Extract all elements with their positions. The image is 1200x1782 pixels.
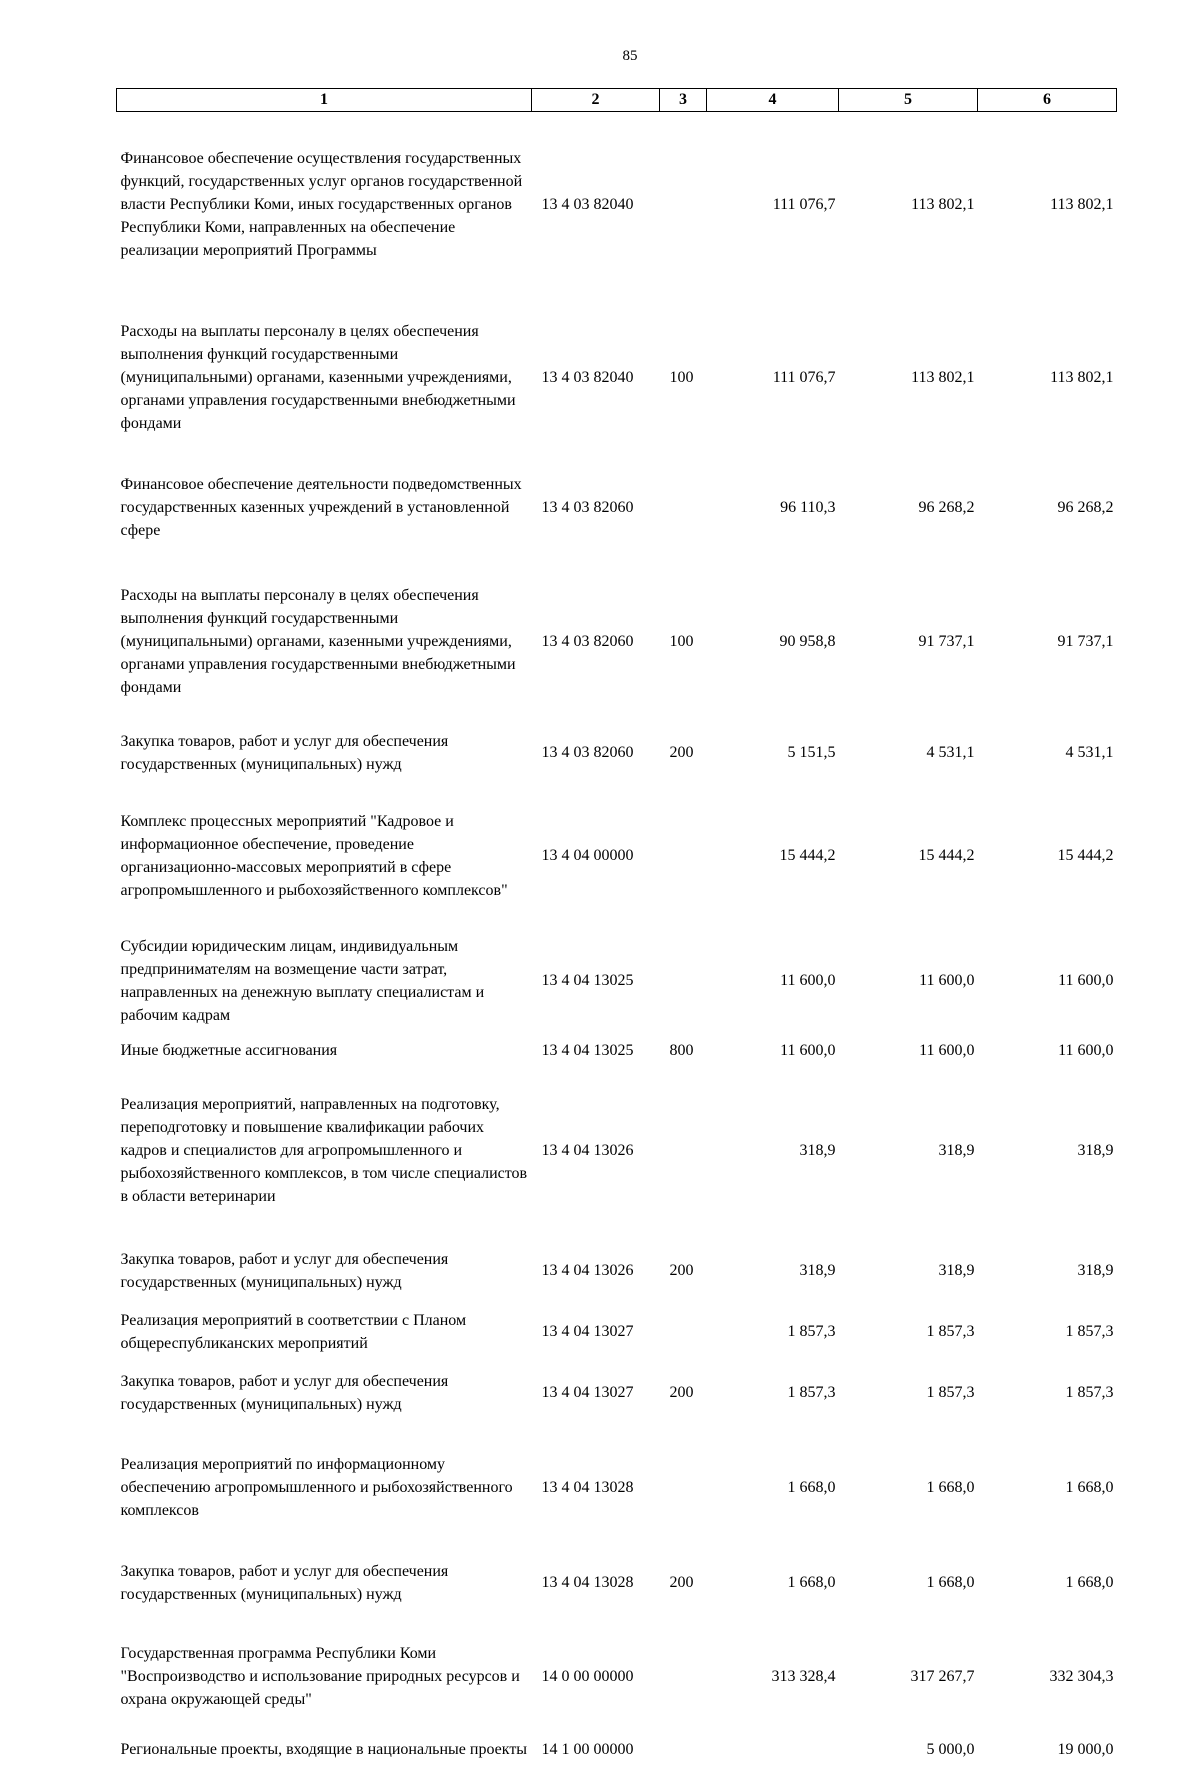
row-type <box>660 1618 707 1718</box>
table-row <box>117 1238 1117 1304</box>
row-name: Финансовое обеспечение осуществления государственных функций, государственных услуг органов государственной власти Республики Коми, иных государственных органов Республики Коми, направленных на обеспечение реализации мероприятий Программы <box>120 150 523 260</box>
row-code: 13 4 04 13027 <box>541 1323 634 1340</box>
row-value-2: 96 268,2 <box>918 499 975 516</box>
page-number: 85 <box>622 48 638 64</box>
row-value-3: 1 857,3 <box>1065 1323 1114 1340</box>
row-value-2: 1 857,3 <box>926 1323 975 1340</box>
table-row <box>117 1618 1117 1718</box>
row-name: Расходы на выплаты персоналу в целях обеспечения выполнения функций государственными (муниципальными) органами, казенными учреждениями, органами управления государственными внебюджетными фондами <box>120 323 516 432</box>
row-value-1: 1 857,3 <box>787 1384 836 1401</box>
row-value-2: 318,9 <box>938 1262 975 1279</box>
row-type: 200 <box>669 1574 694 1591</box>
row-value-3: 318,9 <box>1077 1262 1114 1279</box>
table-row <box>117 920 1117 1038</box>
row-value-1: 111 076,7 <box>772 369 836 386</box>
row-value-1: 11 600,0 <box>780 972 836 989</box>
row-value-2: 318,9 <box>938 1142 975 1159</box>
row-code: 13 4 03 82040 <box>541 369 634 386</box>
row-type: 800 <box>669 1042 694 1059</box>
row-value-2: 11 600,0 <box>919 1042 975 1059</box>
row-value-3: 15 444,2 <box>1057 847 1114 864</box>
row-value-2: 5 000,0 <box>926 1741 975 1758</box>
row-value-2: 1 668,0 <box>926 1479 975 1496</box>
row-code: 13 4 04 13025 <box>541 1042 634 1059</box>
row-value-1: 5 151,5 <box>787 744 836 761</box>
row-code: 14 1 00 00000 <box>541 1741 634 1758</box>
row-value-2: 317 267,7 <box>910 1668 975 1685</box>
row-name: Закупка товаров, работ и услуг для обеспечения государственных (муниципальных) нужд <box>120 1562 449 1603</box>
row-value-1: 96 110,3 <box>780 499 836 516</box>
column-header: 4 <box>707 89 839 112</box>
row-value-1: 1 668,0 <box>787 1574 836 1591</box>
row-value-3: 318,9 <box>1077 1142 1114 1159</box>
column-header: 5 <box>839 89 978 112</box>
row-code: 13 4 04 13028 <box>541 1574 634 1591</box>
row-value-1: 11 600,0 <box>780 1042 836 1059</box>
column-header: 2 <box>532 89 660 112</box>
row-name: Комплекс процессных мероприятий "Кадровое и информационное обеспечение, проведение организационно-массовых мероприятий в сфере агропромышленного и рыбохозяйственного комплексов" <box>120 812 508 899</box>
table-row <box>117 792 1117 920</box>
row-code: 13 4 04 00000 <box>541 847 634 864</box>
table-row <box>117 112 1117 288</box>
row-value-2: 91 737,1 <box>918 633 975 650</box>
row-name: Финансовое обеспечение деятельности подведомственных государственных казенных учреждений в установленной сфере <box>120 476 522 539</box>
row-type <box>660 1064 707 1238</box>
row-name: Закупка товаров, работ и услуг для обеспечения государственных (муниципальных) нужд <box>120 1250 449 1291</box>
row-code: 13 4 04 13026 <box>541 1142 634 1159</box>
row-value-1: 111 076,7 <box>772 196 836 214</box>
row-type <box>660 440 707 552</box>
row-name: Реализация мероприятий по информационному обеспечению агропромышленного и рыбохозяйственного комплексов <box>120 1456 513 1519</box>
row-type: 100 <box>669 369 694 386</box>
row-type <box>660 112 707 288</box>
row-code: 13 4 04 13025 <box>541 972 634 989</box>
row-value-1: 90 958,8 <box>779 633 836 650</box>
row-name: Иные бюджетные ассигнования <box>120 1042 338 1059</box>
column-header: 1 <box>117 89 532 112</box>
row-value-3: 11 600,0 <box>1058 1042 1114 1059</box>
row-name: Реализация мероприятий, направленных на подготовку, переподготовку и повышение квалификации рабочих кадров и специалистов для агропромышленного и рыбохозяйственного комплексов, в том числе специалистов в области ветеринарии <box>120 1096 528 1205</box>
row-name: Реализация мероприятий в соответствии с Планом общереспубликанских мероприятий <box>120 1311 467 1352</box>
row-name: Субсидии юридическим лицам, индивидуальным предпринимателям на возмещение части затрат, направленных на денежную выплату специалистам и рабочим кадрам <box>120 937 485 1024</box>
table-row <box>117 1530 1117 1618</box>
row-name: Расходы на выплаты персоналу в целях обеспечения выполнения функций государственными (муниципальными) органами, казенными учреждениями, органами управления государственными внебюджетными фондами <box>120 587 516 696</box>
row-code: 13 4 04 13028 <box>541 1479 634 1496</box>
row-value-1: 1 857,3 <box>787 1323 836 1340</box>
table-row <box>117 1038 1117 1064</box>
row-type <box>660 1426 707 1530</box>
row-type: 200 <box>669 744 694 761</box>
table-body <box>117 112 1117 1782</box>
row-type <box>660 920 707 1038</box>
row-value-3: 1 668,0 <box>1065 1479 1114 1496</box>
table-row <box>117 1718 1117 1782</box>
row-type: 200 <box>669 1384 694 1401</box>
column-header: 3 <box>660 89 707 112</box>
row-value-2: 113 802,1 <box>911 369 975 386</box>
table-row <box>117 552 1117 704</box>
row-code: 13 4 04 13026 <box>541 1262 634 1279</box>
row-value-2: 1 857,3 <box>926 1384 975 1401</box>
row-name: Закупка товаров, работ и услуг для обеспечения государственных (муниципальных) нужд <box>120 1372 449 1413</box>
row-code: 14 0 00 00000 <box>541 1668 634 1685</box>
budget-table <box>116 88 1117 1782</box>
row-value-3: 11 600,0 <box>1058 972 1114 989</box>
table-row <box>117 1360 1117 1426</box>
row-value-2: 15 444,2 <box>918 847 975 864</box>
row-name: Закупка товаров, работ и услуг для обеспечения государственных (муниципальных) нужд <box>120 732 449 773</box>
table-row <box>117 288 1117 440</box>
row-value-3: 19 000,0 <box>1057 1741 1114 1758</box>
table-header <box>117 89 1117 112</box>
row-value-3: 91 737,1 <box>1057 633 1114 650</box>
row-value-3: 96 268,2 <box>1057 499 1114 516</box>
row-value-1: 15 444,2 <box>779 847 836 864</box>
row-value-3: 1 668,0 <box>1065 1574 1114 1591</box>
row-name: Государственная программа Республики Коми "Воспроизводство и использование природных ресурсов и охрана окружающей среды" <box>120 1645 520 1708</box>
table-row <box>117 1304 1117 1360</box>
row-value-2: 1 668,0 <box>926 1574 975 1591</box>
row-type <box>660 1718 707 1782</box>
row-value-2: 4 531,1 <box>926 744 975 761</box>
row-value-1 <box>707 1718 839 1782</box>
row-code: 13 4 03 82060 <box>541 744 634 761</box>
row-value-1: 1 668,0 <box>787 1479 836 1496</box>
row-value-1: 318,9 <box>799 1142 836 1159</box>
row-value-2: 113 802,1 <box>911 196 975 214</box>
row-type: 100 <box>669 633 694 650</box>
row-value-3: 1 857,3 <box>1065 1384 1114 1401</box>
table-row <box>117 440 1117 552</box>
row-value-3: 332 304,3 <box>1049 1668 1114 1685</box>
row-value-3: 113 802,1 <box>1050 196 1114 214</box>
table-row <box>117 1426 1117 1530</box>
row-name: Региональные проекты, входящие в национальные проекты <box>120 1741 528 1758</box>
row-value-1: 318,9 <box>799 1262 836 1279</box>
table-row <box>117 704 1117 792</box>
row-value-2: 11 600,0 <box>919 972 975 989</box>
row-value-3: 113 802,1 <box>1050 369 1114 386</box>
row-value-1: 313 328,4 <box>771 1668 836 1685</box>
row-type <box>660 792 707 920</box>
row-type: 200 <box>669 1262 694 1279</box>
table-row <box>117 1064 1117 1238</box>
row-code: 13 4 03 82040 <box>541 196 634 214</box>
row-type <box>660 1304 707 1360</box>
row-code: 13 4 04 13027 <box>541 1384 634 1401</box>
row-code: 13 4 03 82060 <box>541 499 634 516</box>
column-header: 6 <box>978 89 1117 112</box>
row-code: 13 4 03 82060 <box>541 633 634 650</box>
row-value-3: 4 531,1 <box>1065 744 1114 761</box>
